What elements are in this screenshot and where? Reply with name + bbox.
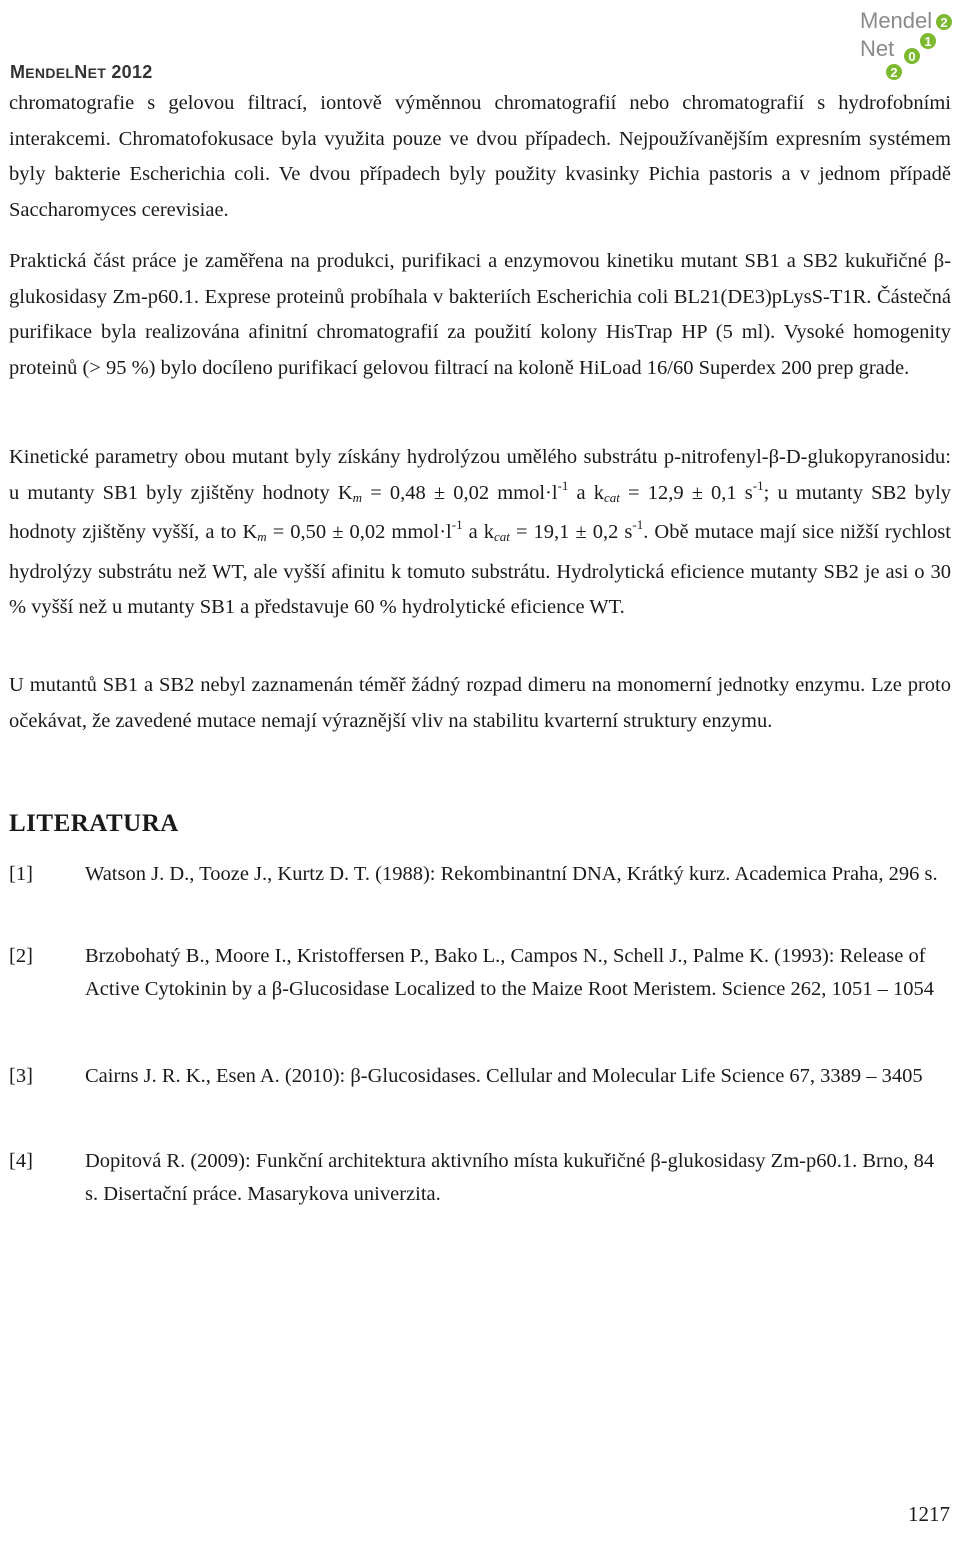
journal-name-letter: M (10, 62, 26, 82)
text-run: = 12,9 ± 0,1 s (619, 481, 753, 504)
text-run: Kinetické parametry obou mutant byly získány hydrolýzou umělého substrátu p-nitrofenyl-β-D-glukopyranosidu: u mutanty SB1 byly zjištěny hodnoty K (9, 446, 951, 504)
logo-digit: 2 (890, 65, 898, 80)
page-number: 1217 (908, 1502, 950, 1526)
reference-text: Brzobohatý B., Moore I., Kristoffersen P., Bako L., Campos N., Schell J., Palme K. (1993): Release of Active Cytokinin by a β-Glucosidase Localized to the Maize Root Meristem. Science 262, 1051 – 1054 (85, 945, 935, 1000)
journal-name-smallcaps: ENDEL (25, 65, 75, 81)
paragraph-chromatography: chromatografie s gelovou filtrací, iontově výměnnou chromatografií nebo chromatografií s hydrofobními interakcemi. Chromatofokusace byla využita pouze ve dvou případech. Nejpoužívanějším expresním systémem byly bakterie Escherichia coli. Ve dvou případech byly použity kvasinky Pichia pastoris a v jednom případě Saccharomyces cerevisiae. (9, 92, 951, 221)
text-run: = 0,48 ± 0,02 mmol·l (362, 481, 558, 504)
text-run: = 0,50 ± 0,02 mmol·l (266, 521, 452, 543)
reference-text: Cairns J. R. K., Esen A. (2010): β-Glucosidases. Cellular and Molecular Life Science 67, 3389 – 3405 (85, 1065, 923, 1087)
reference-text: Watson J. D., Tooze J., Kurtz D. T. (1988): Rekombinantní DNA, Krátký kurz. Academica Praha, 296 s. (85, 863, 938, 885)
mendelnet-logo (856, 4, 952, 84)
journal-year: 2012 (111, 62, 153, 82)
reference-number: [1] (9, 863, 33, 885)
reference-number: [2] (9, 945, 33, 967)
logo-digit: 0 (908, 49, 916, 64)
journal-header (10, 62, 153, 83)
paragraph-practical-part: Praktická část práce je zaměřena na produkci, purifikaci a enzymovou kinetiku mutant SB1 a SB2 kukuřičné β-glukosidasy Zm-p60.1. Exprese proteinů probíhala v bakteriích Escherichia coli BL21(DE3)pLysS-T1R. Částečná purifikace byla realizována afinitní chromatografií za použití kolony HisTrap HP (5 ml). Vysoké homogenity proteinů (> 95 %) bylo docíleno purifikací gelovou filtrací na koloně HiLoad 16/60 Superdex 200 prep grade. (9, 250, 951, 379)
journal-name-smallcaps: ET (87, 65, 107, 81)
text-run: . Obě mutace mají sice nižší rychlost hydrolýzy substrátu než WT, ale vyšší afinitu k tomuto substrátu. Hydrolytická eficience mutanty SB2 je asi o 30 % vyšší než u mutanty SB1 a představuje 60 % hydrolytické eficience WT. (9, 521, 951, 618)
text-run: a k (568, 481, 605, 504)
reference-text: Dopitová R. (2009): Funkční architektura aktivního místa kukuřičné β-glukosidasy Zm-p60.1. Brno, 84 s. Disertační práce. Masarykova univerzita. (85, 1150, 935, 1205)
superscript-neg1: -1 (557, 477, 569, 493)
logo-digit: 1 (924, 34, 932, 49)
paragraph-kinetics (9, 440, 951, 626)
superscript-neg1: -1 (752, 477, 764, 493)
superscript-neg1: -1 (451, 517, 463, 532)
logo-text-net: Net (860, 36, 895, 61)
literature-heading: LITERATURA (9, 810, 179, 837)
journal-name-letter: N (74, 62, 88, 82)
logo-text-mendel: Mendel (860, 8, 933, 33)
subscript-m: m (352, 489, 363, 505)
text-run: a k (462, 521, 495, 543)
paragraph-dimer-stability: U mutantů SB1 a SB2 nebyl zaznamenán téměř žádný rozpad dimeru na monomerní jednotky enzymu. Lze proto očekávat, že zavedené mutace nemají výraznější vliv na stabilitu kvarterní struktury enzymu. (9, 674, 951, 732)
text-run: ; u mutanty SB2 byly hodnoty zjištěny vyšší, a to K (9, 481, 952, 543)
logo-digit: 2 (940, 15, 948, 30)
subscript-cat: cat (604, 489, 620, 505)
text-run: = 19,1 ± 0,2 s (509, 521, 633, 543)
subscript-cat: cat (494, 529, 510, 544)
reference-number: [3] (9, 1065, 33, 1087)
superscript-neg1: -1 (632, 517, 644, 532)
reference-number: [4] (9, 1150, 33, 1172)
subscript-m: m (257, 529, 267, 544)
